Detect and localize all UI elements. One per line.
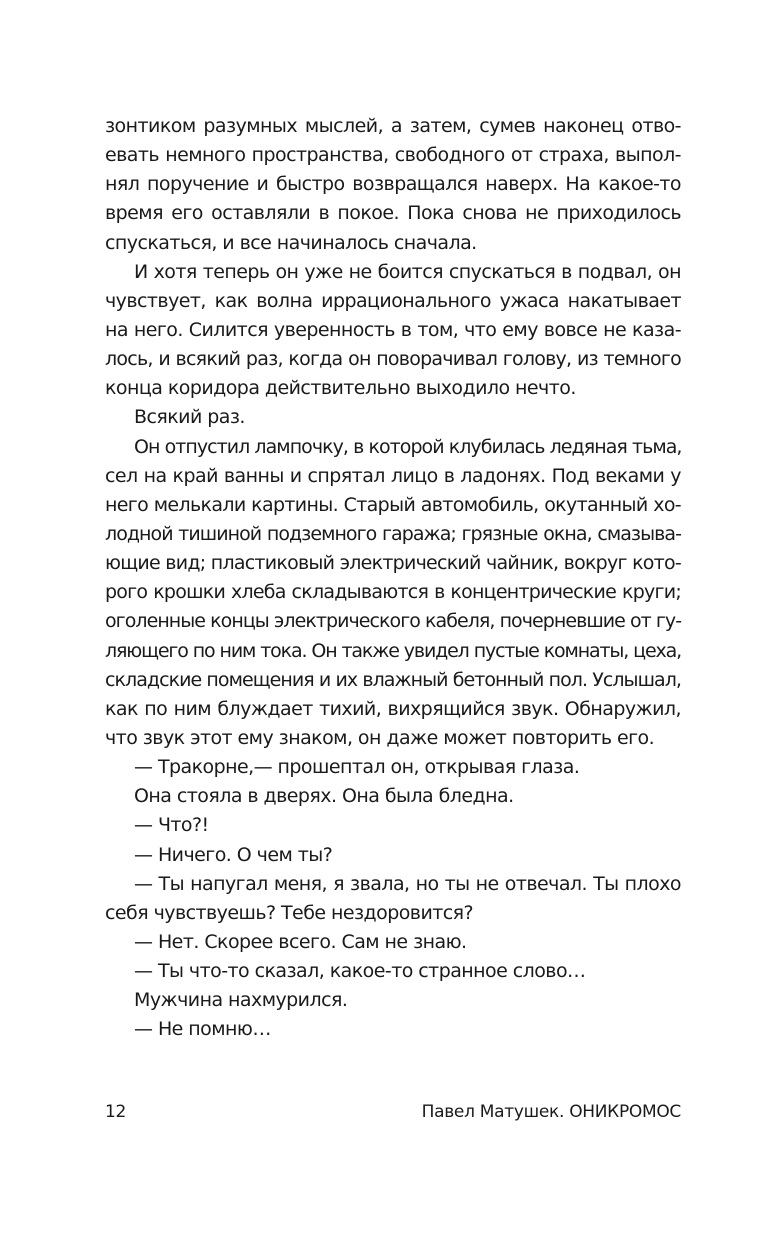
- text-line: что звук этот ему знаком, он даже может повторить его.: [105, 726, 655, 749]
- text-line: Всякий раз.: [134, 406, 245, 429]
- text-line: сел на край ванны и спрятал лицо в ладонях. Под веками у: [105, 464, 681, 487]
- text-line: себя чувствуешь? Тебе нездоровится?: [105, 901, 474, 924]
- text-line: как по ним блуждает тихий, вихрящийся звук. Обнаружил,: [105, 697, 681, 720]
- text-line: рого крошки хлеба складываются в концентрические круги;: [105, 581, 681, 604]
- text-line: конца коридора действительно выходило нечто.: [105, 377, 576, 400]
- text-line: время его оставляли в покое. Пока снова не приходилось: [105, 202, 681, 225]
- page-footer: [105, 1098, 681, 1126]
- text-line: — Что?!: [134, 814, 209, 837]
- text-line: Он отпустил лампочку, в которой клубилась ледяная тьма,: [134, 435, 682, 458]
- text-line: зонтиком разумных мыслей, а затем, сумев наконец отво-: [105, 115, 681, 137]
- running-title: Павел Матушек. ОНИКРОМОС: [421, 1102, 681, 1122]
- text-line: оголенные концы электрического кабеля, почерневшие от гу-: [105, 610, 682, 633]
- text-line: чувствует, как волна иррационального ужаса накатывает: [105, 289, 681, 312]
- text-line: спускаться, и все начиналось сначала.: [105, 231, 477, 254]
- text-line: Она стояла в дверях. Она была бледна.: [134, 785, 514, 808]
- text-line: евать немного пространства, свободного от страха, выпол-: [105, 144, 681, 167]
- text-line: него мелькали картины. Старый автомобиль, окутанный хо-: [105, 493, 681, 516]
- text-line: — Ты напугал меня, я звала, но ты не отвечал. Ты плохо: [134, 872, 681, 895]
- body-text: [105, 112, 681, 1045]
- text-line: нял поручение и быстро возвращался наверх. На какое-то: [105, 173, 681, 196]
- page-number: 12: [105, 1102, 127, 1122]
- text-line: складские помещения и их влажный бетонный пол. Услышал,: [105, 668, 681, 691]
- text-line: И хотя теперь он уже не боится спускаться в подвал, он: [134, 260, 681, 283]
- text-line: Мужчина нахмурился.: [134, 989, 348, 1012]
- text-line: ляющего по ним тока. Он также увидел пустые комнаты, цеха,: [105, 639, 681, 662]
- text-line: — Ты что-то сказал, какое-то странное слово…: [134, 960, 586, 983]
- text-line: — Не помню…: [134, 1018, 271, 1041]
- text-line: ющие вид; пластиковый электрический чайник, вокруг кото-: [105, 552, 681, 575]
- text-line: на него. Силится уверенность в том, что ему вовсе не каза-: [105, 318, 681, 341]
- text-line: — Ничего. О чем ты?: [134, 843, 333, 866]
- text-line: лось, и всякий раз, когда он поворачивал голову, из темного: [105, 348, 681, 371]
- text-line: лодной тишиной подземного гаража; грязные окна, смазыва-: [105, 522, 681, 545]
- text-line: — Нет. Скорее всего. Сам не знаю.: [134, 930, 467, 953]
- text-line: — Тракорне,— прошептал он, открывая глаза.: [134, 756, 580, 779]
